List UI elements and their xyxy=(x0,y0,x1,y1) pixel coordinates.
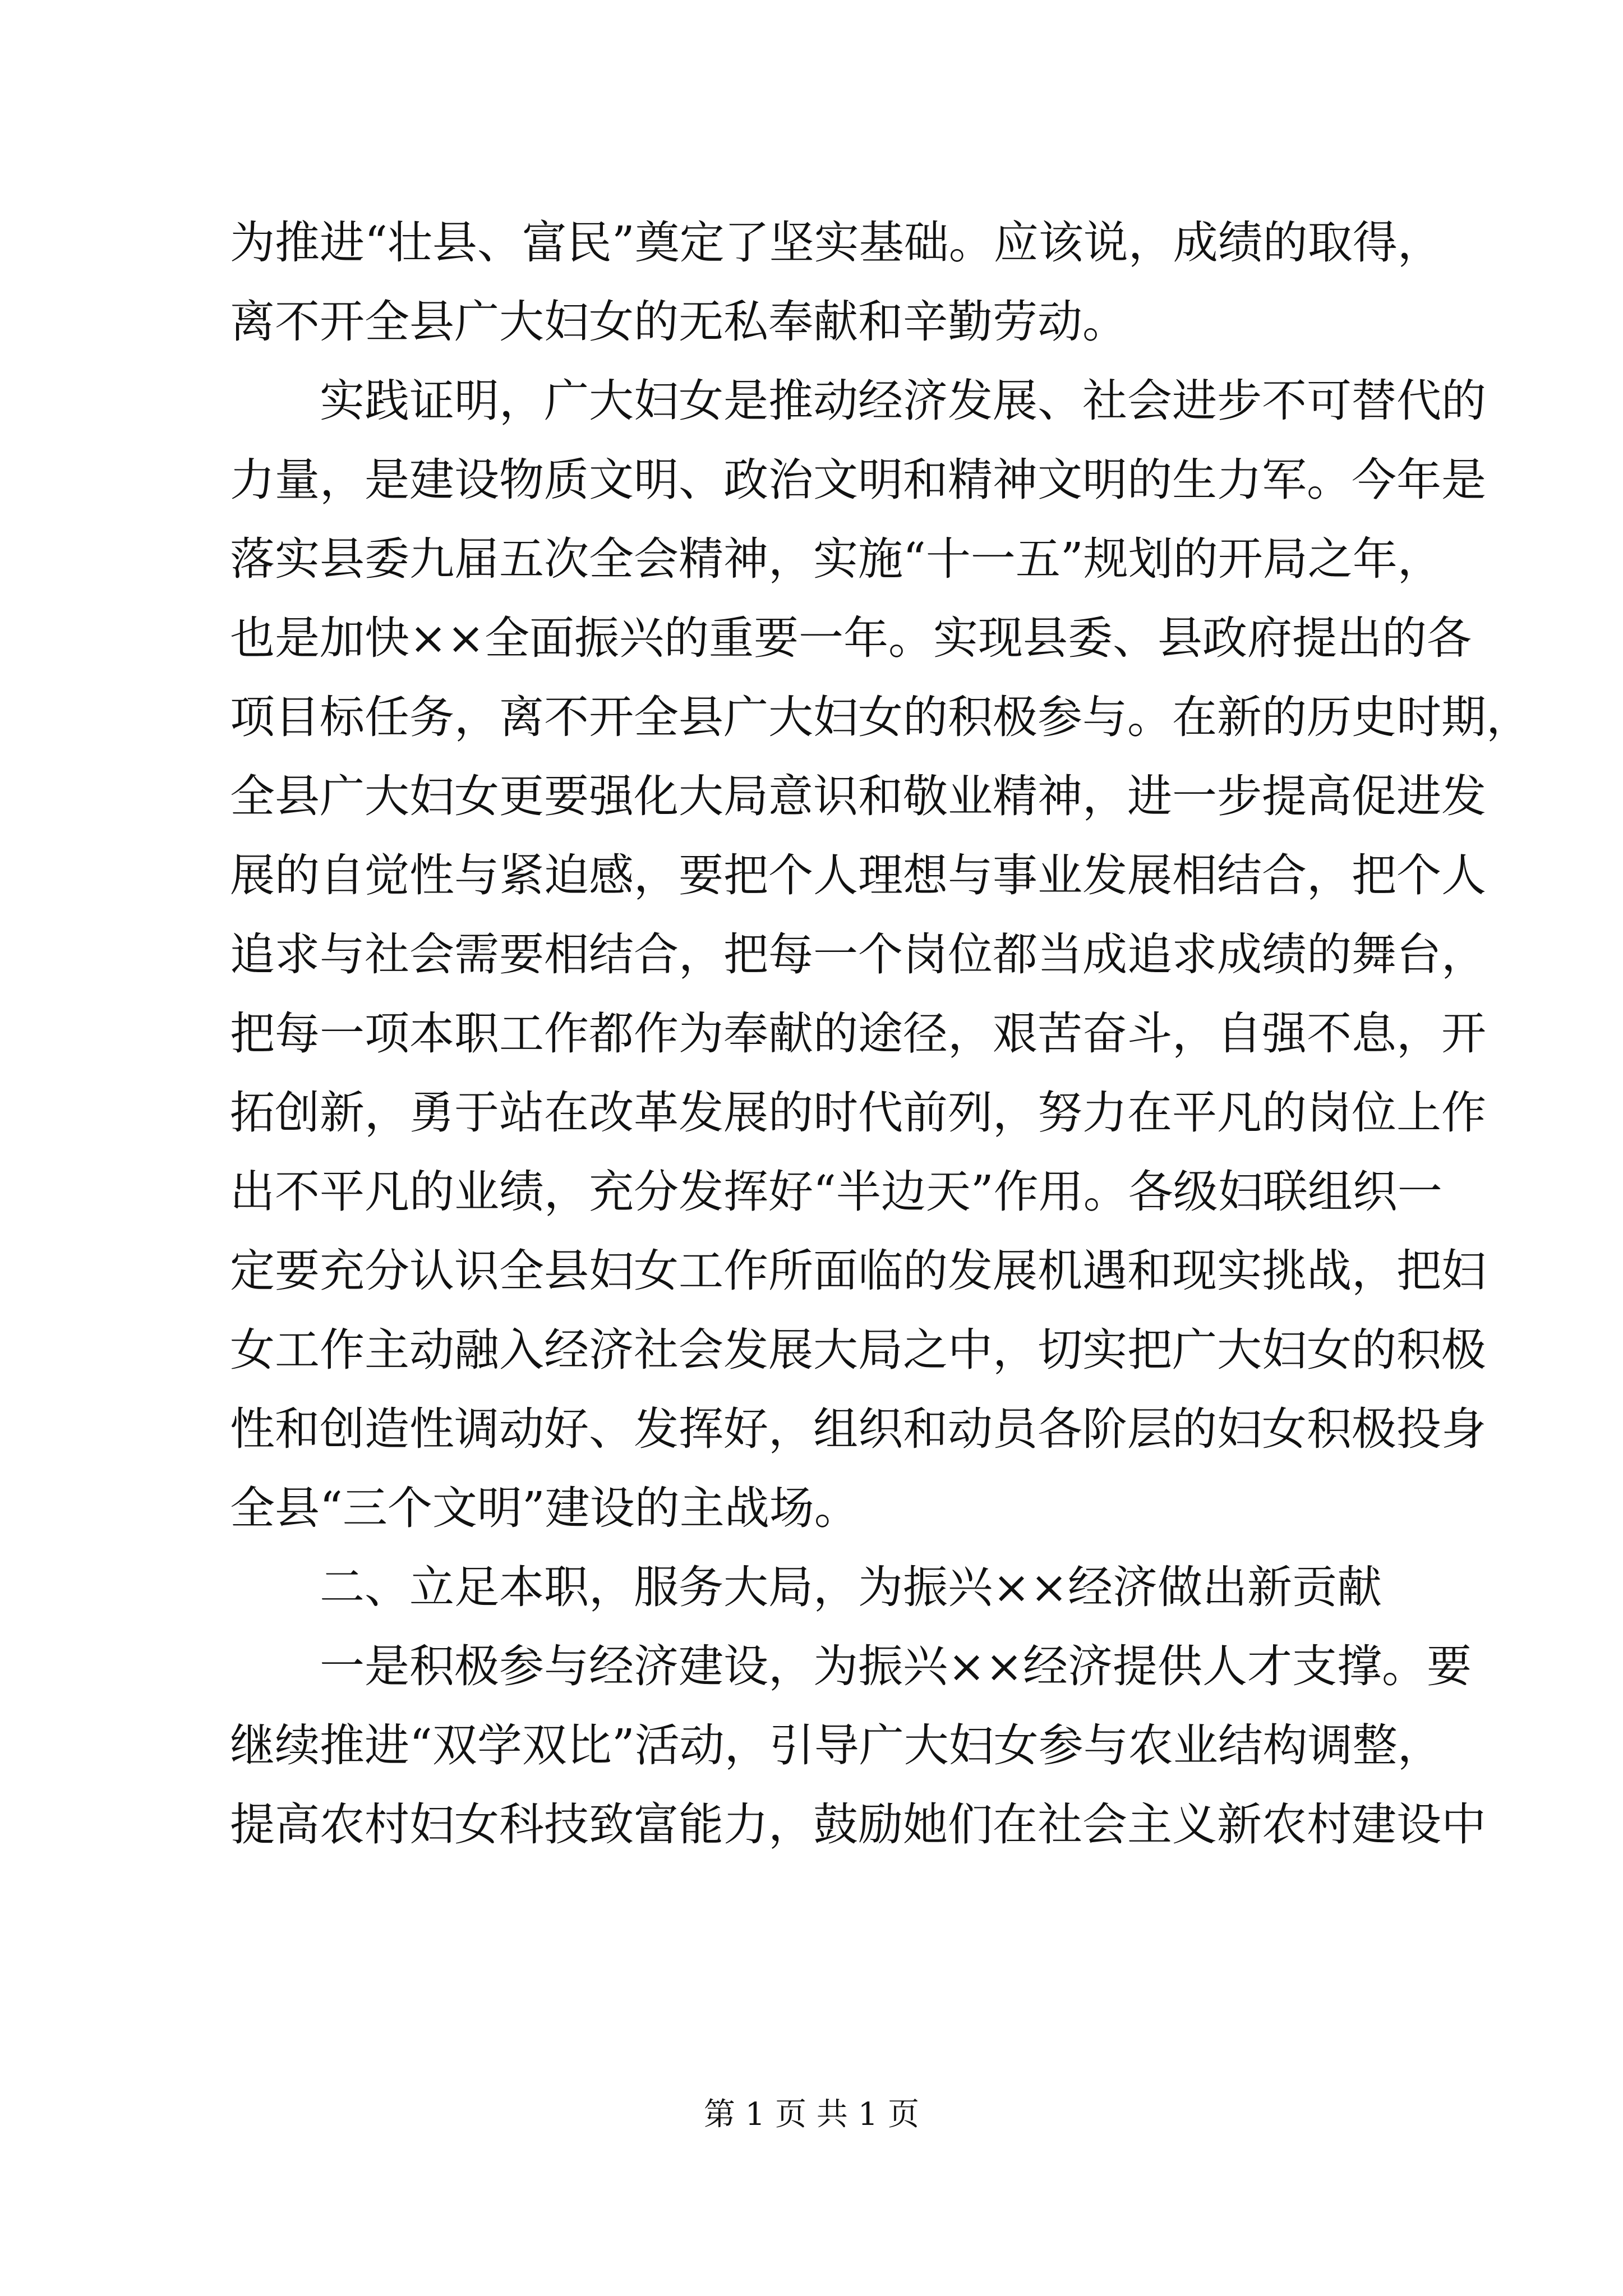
page-footer: 第 1 页 共 1 页 xyxy=(703,2096,920,2133)
text-line: 把每一项本职工作都作为奉献的途径，艰苦奋斗，自强不息，开 xyxy=(230,1007,1486,1060)
text-line: 继续推进“双学双比”活动，引导广大妇女参与农业结构调整， xyxy=(230,1719,1442,1772)
text-line: 拓创新，勇于站在改革发展的时代前列，努力在平凡的岗位上作 xyxy=(230,1087,1486,1139)
text-line: 出不平凡的业绩，充分发挥好“半边天”作用。各级妇联组织一 xyxy=(230,1166,1442,1218)
text-line: 女工作主动融入经济社会发展大局之中，切实把广大妇女的积极 xyxy=(230,1324,1486,1376)
text-line: 定要充分认识全县妇女工作所面临的发展机遇和现实挑战，把妇 xyxy=(230,1245,1486,1297)
text-line: 展的自觉性与紧迫感，要把个人理想与事业发展相结合，把个人 xyxy=(230,849,1486,901)
text-line: 项目标任务，离不开全县广大妇女的积极参与。在新的历史时期， xyxy=(230,691,1531,743)
text-line: 为推进“壮县、富民”奠定了坚实基础。应该说，成绩的取得， xyxy=(230,217,1442,269)
text-line: 全县广大妇女更要强化大局意识和敬业精神，进一步提高促进发 xyxy=(230,770,1486,822)
text-line: 落实县委九届五次全会精神，实施“十一五”规划的开局之年， xyxy=(230,533,1442,585)
paragraph-first-line: 实践证明，广大妇女是推动经济发展、社会进步不可替代的 xyxy=(320,375,1486,427)
text-line: 性和创造性调动好、发挥好，组织和动员各阶层的妇女积极投身 xyxy=(230,1403,1486,1455)
text-line: 也是加快××全面振兴的重要一年。实现县委、县政府提出的各 xyxy=(230,612,1472,664)
text-line: 全县“三个文明”建设的主战场。 xyxy=(230,1482,859,1534)
text-line: 离不开全县广大妇女的无私奉献和辛勤劳动。 xyxy=(230,296,1127,348)
text-line: 力量，是建设物质文明、政治文明和精神文明的生力军。今年是 xyxy=(230,454,1486,506)
body-text xyxy=(230,203,1531,1864)
section-heading: 二、立足本职，服务大局，为振兴××经济做出新贡献 xyxy=(320,1561,1382,1613)
text-line: 追求与社会需要相结合，把每一个岗位都当成追求成绩的舞台， xyxy=(230,928,1486,981)
text-line: 提高农村妇女科技致富能力，鼓励她们在社会主义新农村建设中 xyxy=(230,1798,1486,1851)
paragraph-first-line: 一是积极参与经济建设，为振兴××经济提供人才支撑。要 xyxy=(320,1640,1472,1692)
